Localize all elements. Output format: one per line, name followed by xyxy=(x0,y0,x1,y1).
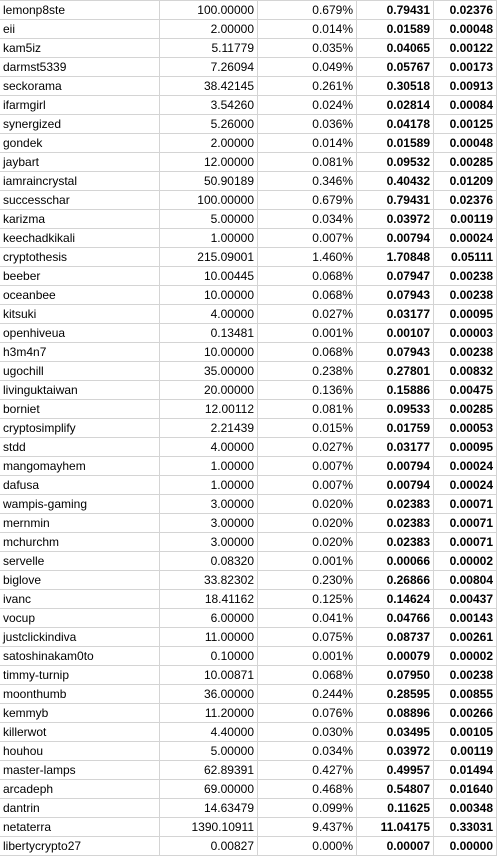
table-row xyxy=(0,362,497,381)
cell-amount[interactable]: 10.00000 xyxy=(160,286,258,305)
cell-percent[interactable]: 0.001% xyxy=(258,647,357,666)
cell-percent[interactable]: 0.068% xyxy=(258,267,357,286)
cell-value-b[interactable]: 0.00238 xyxy=(434,343,497,362)
cell-name[interactable]: dantrin xyxy=(0,799,160,818)
spreadsheet-body xyxy=(0,1,497,856)
cell-value-b[interactable]: 0.00071 xyxy=(434,533,497,552)
cell-amount[interactable]: 69.00000 xyxy=(160,780,258,799)
cell-name[interactable]: ugochill xyxy=(0,362,160,381)
cell-name[interactable]: jaybart xyxy=(0,153,160,172)
table-row xyxy=(0,742,497,761)
table-row xyxy=(0,58,497,77)
cell-value-b[interactable]: 0.00832 xyxy=(434,362,497,381)
cell-percent[interactable]: 0.075% xyxy=(258,628,357,647)
table-row xyxy=(0,495,497,514)
cell-value-a[interactable]: 0.01589 xyxy=(357,134,434,153)
cell-percent[interactable]: 0.041% xyxy=(258,609,357,628)
cell-name[interactable]: synergized xyxy=(0,115,160,134)
cell-percent[interactable]: 0.679% xyxy=(258,191,357,210)
table-row xyxy=(0,685,497,704)
cell-name[interactable]: openhiveua xyxy=(0,324,160,343)
cell-value-a[interactable]: 0.00794 xyxy=(357,476,434,495)
cell-value-b[interactable]: 0.00119 xyxy=(434,210,497,229)
cell-amount[interactable]: 50.90189 xyxy=(160,172,258,191)
table-row xyxy=(0,476,497,495)
cell-name[interactable]: killerwot xyxy=(0,723,160,742)
cell-value-a[interactable]: 0.03972 xyxy=(357,742,434,761)
cell-name[interactable]: iamraincrystal xyxy=(0,172,160,191)
cell-value-a[interactable]: 0.07950 xyxy=(357,666,434,685)
table-row xyxy=(0,229,497,248)
cell-percent[interactable]: 0.081% xyxy=(258,153,357,172)
cell-name[interactable]: cryptosimplify xyxy=(0,419,160,438)
cell-value-a[interactable]: 0.28595 xyxy=(357,685,434,704)
cell-name[interactable]: karizma xyxy=(0,210,160,229)
cell-name[interactable]: livinguktaiwan xyxy=(0,381,160,400)
cell-name[interactable]: biglove xyxy=(0,571,160,590)
cell-percent[interactable]: 0.068% xyxy=(258,666,357,685)
cell-percent[interactable]: 0.468% xyxy=(258,780,357,799)
cell-value-a[interactable]: 0.07943 xyxy=(357,286,434,305)
cell-amount[interactable]: 5.00000 xyxy=(160,210,258,229)
cell-percent[interactable]: 0.125% xyxy=(258,590,357,609)
cell-percent[interactable]: 0.020% xyxy=(258,514,357,533)
cell-amount[interactable]: 100.00000 xyxy=(160,1,258,20)
table-row xyxy=(0,780,497,799)
cell-name[interactable]: ifarmgirl xyxy=(0,96,160,115)
cell-value-a[interactable]: 0.03972 xyxy=(357,210,434,229)
cell-amount[interactable]: 10.00445 xyxy=(160,267,258,286)
cell-name[interactable]: ivanc xyxy=(0,590,160,609)
cell-percent[interactable]: 0.036% xyxy=(258,115,357,134)
cell-value-b[interactable]: 0.01209 xyxy=(434,172,497,191)
cell-value-b[interactable]: 0.00095 xyxy=(434,305,497,324)
cell-amount[interactable]: 5.11779 xyxy=(160,39,258,58)
cell-percent[interactable]: 0.001% xyxy=(258,324,357,343)
cell-value-a[interactable]: 0.00066 xyxy=(357,552,434,571)
cell-amount[interactable]: 5.26000 xyxy=(160,115,258,134)
cell-value-a[interactable]: 0.79431 xyxy=(357,1,434,20)
table-row xyxy=(0,533,497,552)
table-row xyxy=(0,552,497,571)
cell-value-a[interactable]: 0.03177 xyxy=(357,438,434,457)
cell-percent[interactable]: 0.014% xyxy=(258,134,357,153)
table-row xyxy=(0,248,497,267)
cell-percent[interactable]: 0.030% xyxy=(258,723,357,742)
cell-percent[interactable]: 0.238% xyxy=(258,362,357,381)
cell-value-a[interactable]: 0.01759 xyxy=(357,419,434,438)
cell-value-a[interactable]: 0.04065 xyxy=(357,39,434,58)
cell-value-b[interactable]: 0.00084 xyxy=(434,96,497,115)
cell-value-b[interactable]: 0.00048 xyxy=(434,20,497,39)
cell-value-a[interactable]: 0.15886 xyxy=(357,381,434,400)
cell-amount[interactable]: 18.41162 xyxy=(160,590,258,609)
cell-value-b[interactable]: 0.00105 xyxy=(434,723,497,742)
cell-name[interactable]: mernmin xyxy=(0,514,160,533)
table-row xyxy=(0,666,497,685)
cell-name[interactable]: oceanbee xyxy=(0,286,160,305)
cell-value-b[interactable]: 0.00238 xyxy=(434,267,497,286)
cell-amount[interactable]: 36.00000 xyxy=(160,685,258,704)
cell-name[interactable]: master-lamps xyxy=(0,761,160,780)
cell-value-b[interactable]: 0.01640 xyxy=(434,780,497,799)
table-row xyxy=(0,324,497,343)
cell-value-b[interactable]: 0.05111 xyxy=(434,248,497,267)
cell-value-a[interactable]: 0.02383 xyxy=(357,533,434,552)
cell-value-b[interactable]: 0.00071 xyxy=(434,495,497,514)
cell-value-b[interactable]: 0.02376 xyxy=(434,191,497,210)
cell-name[interactable]: seckorama xyxy=(0,77,160,96)
cell-value-b[interactable]: 0.00285 xyxy=(434,153,497,172)
cell-amount[interactable]: 11.00000 xyxy=(160,628,258,647)
cell-amount[interactable]: 1.00000 xyxy=(160,229,258,248)
cell-value-b[interactable]: 0.00122 xyxy=(434,39,497,58)
cell-percent[interactable]: 0.007% xyxy=(258,476,357,495)
cell-percent[interactable]: 0.136% xyxy=(258,381,357,400)
cell-value-a[interactable]: 0.08737 xyxy=(357,628,434,647)
cell-value-b[interactable]: 0.00095 xyxy=(434,438,497,457)
cell-name[interactable]: kemmyb xyxy=(0,704,160,723)
cell-value-b[interactable]: 0.00024 xyxy=(434,476,497,495)
cell-value-b[interactable]: 0.00003 xyxy=(434,324,497,343)
table-row xyxy=(0,818,497,837)
cell-value-a[interactable]: 0.04766 xyxy=(357,609,434,628)
cell-name[interactable]: borniet xyxy=(0,400,160,419)
cell-percent[interactable]: 0.081% xyxy=(258,400,357,419)
cell-value-b[interactable]: 0.00024 xyxy=(434,229,497,248)
cell-amount[interactable]: 12.00000 xyxy=(160,153,258,172)
cell-name[interactable]: beeber xyxy=(0,267,160,286)
cell-value-b[interactable]: 0.00002 xyxy=(434,647,497,666)
cell-amount[interactable]: 11.20000 xyxy=(160,704,258,723)
table-row xyxy=(0,343,497,362)
table-row xyxy=(0,647,497,666)
cell-name[interactable]: kitsuki xyxy=(0,305,160,324)
cell-amount[interactable]: 0.00827 xyxy=(160,837,258,856)
cell-name[interactable]: mangomayhem xyxy=(0,457,160,476)
cell-value-a[interactable]: 0.04178 xyxy=(357,115,434,134)
cell-value-b[interactable]: 0.00053 xyxy=(434,419,497,438)
table-row xyxy=(0,96,497,115)
cell-name[interactable]: wampis-gaming xyxy=(0,495,160,514)
cell-name[interactable]: gondek xyxy=(0,134,160,153)
cell-percent[interactable]: 0.076% xyxy=(258,704,357,723)
table-row xyxy=(0,837,497,856)
cell-amount[interactable]: 6.00000 xyxy=(160,609,258,628)
cell-value-a[interactable]: 0.00107 xyxy=(357,324,434,343)
cell-percent[interactable]: 0.034% xyxy=(258,210,357,229)
cell-amount[interactable]: 2.00000 xyxy=(160,134,258,153)
cell-amount[interactable]: 1.00000 xyxy=(160,457,258,476)
table-row xyxy=(0,115,497,134)
cell-percent[interactable]: 0.015% xyxy=(258,419,357,438)
cell-value-a[interactable]: 0.02383 xyxy=(357,514,434,533)
table-row xyxy=(0,20,497,39)
cell-value-a[interactable]: 1.70848 xyxy=(357,248,434,267)
cell-amount[interactable]: 0.13481 xyxy=(160,324,258,343)
table-row xyxy=(0,400,497,419)
table-row xyxy=(0,704,497,723)
cell-value-a[interactable]: 0.02814 xyxy=(357,96,434,115)
cell-value-a[interactable]: 0.08896 xyxy=(357,704,434,723)
cell-amount[interactable]: 38.42145 xyxy=(160,77,258,96)
cell-name[interactable]: houhou xyxy=(0,742,160,761)
cell-value-a[interactable]: 0.03495 xyxy=(357,723,434,742)
cell-value-b[interactable]: 0.00238 xyxy=(434,666,497,685)
cell-value-b[interactable]: 0.00266 xyxy=(434,704,497,723)
table-row xyxy=(0,305,497,324)
cell-value-b[interactable]: 0.02376 xyxy=(434,1,497,20)
cell-amount[interactable]: 5.00000 xyxy=(160,742,258,761)
cell-value-a[interactable]: 0.01589 xyxy=(357,20,434,39)
cell-value-a[interactable]: 0.79431 xyxy=(357,191,434,210)
table-row xyxy=(0,1,497,20)
cell-value-a[interactable]: 0.07943 xyxy=(357,343,434,362)
cell-name[interactable]: vocup xyxy=(0,609,160,628)
cell-amount[interactable]: 3.00000 xyxy=(160,495,258,514)
table-row xyxy=(0,153,497,172)
cell-percent[interactable]: 0.261% xyxy=(258,77,357,96)
cell-value-a[interactable]: 0.03177 xyxy=(357,305,434,324)
cell-value-a[interactable]: 0.02383 xyxy=(357,495,434,514)
cell-value-a[interactable]: 0.27801 xyxy=(357,362,434,381)
cell-name[interactable]: justclickindiva xyxy=(0,628,160,647)
cell-value-b[interactable]: 0.00071 xyxy=(434,514,497,533)
cell-value-a[interactable]: 0.05767 xyxy=(357,58,434,77)
cell-value-b[interactable]: 0.00855 xyxy=(434,685,497,704)
cell-percent[interactable]: 0.035% xyxy=(258,39,357,58)
cell-name[interactable]: kam5iz xyxy=(0,39,160,58)
table-row xyxy=(0,514,497,533)
table-row xyxy=(0,134,497,153)
cell-value-a[interactable]: 0.07947 xyxy=(357,267,434,286)
cell-percent[interactable]: 0.679% xyxy=(258,1,357,20)
cell-value-b[interactable]: 0.00024 xyxy=(434,457,497,476)
cell-percent[interactable]: 0.020% xyxy=(258,533,357,552)
cell-amount[interactable]: 3.00000 xyxy=(160,533,258,552)
cell-value-a[interactable]: 0.40432 xyxy=(357,172,434,191)
cell-percent[interactable]: 0.027% xyxy=(258,438,357,457)
cell-name[interactable]: mchurchm xyxy=(0,533,160,552)
cell-amount[interactable]: 62.89391 xyxy=(160,761,258,780)
cell-value-b[interactable]: 0.00348 xyxy=(434,799,497,818)
cell-amount[interactable]: 2.21439 xyxy=(160,419,258,438)
cell-amount[interactable]: 33.82302 xyxy=(160,571,258,590)
cell-value-a[interactable]: 0.14624 xyxy=(357,590,434,609)
cell-name[interactable]: stdd xyxy=(0,438,160,457)
cell-value-b[interactable]: 0.01494 xyxy=(434,761,497,780)
cell-name[interactable]: h3m4n7 xyxy=(0,343,160,362)
table-row xyxy=(0,609,497,628)
cell-percent[interactable]: 0.020% xyxy=(258,495,357,514)
cell-value-a[interactable]: 11.04175 xyxy=(357,818,434,837)
cell-value-a[interactable]: 0.54807 xyxy=(357,780,434,799)
cell-percent[interactable]: 0.230% xyxy=(258,571,357,590)
cell-amount[interactable]: 7.26094 xyxy=(160,58,258,77)
cell-value-b[interactable]: 0.00261 xyxy=(434,628,497,647)
cell-percent[interactable]: 9.437% xyxy=(258,818,357,837)
cell-percent[interactable]: 0.099% xyxy=(258,799,357,818)
cell-percent[interactable]: 0.068% xyxy=(258,343,357,362)
cell-value-a[interactable]: 0.11625 xyxy=(357,799,434,818)
cell-value-b[interactable]: 0.00804 xyxy=(434,571,497,590)
cell-value-b[interactable]: 0.33031 xyxy=(434,818,497,837)
table-row xyxy=(0,628,497,647)
cell-amount[interactable]: 14.63479 xyxy=(160,799,258,818)
cell-percent[interactable]: 0.244% xyxy=(258,685,357,704)
cell-value-b[interactable]: 0.00048 xyxy=(434,134,497,153)
table-row xyxy=(0,457,497,476)
table-row xyxy=(0,438,497,457)
cell-percent[interactable]: 1.460% xyxy=(258,248,357,267)
table-row xyxy=(0,590,497,609)
cell-name[interactable]: darmst5339 xyxy=(0,58,160,77)
cell-percent[interactable]: 0.346% xyxy=(258,172,357,191)
table-row xyxy=(0,419,497,438)
cell-amount[interactable]: 0.08320 xyxy=(160,552,258,571)
table-row xyxy=(0,761,497,780)
table-row xyxy=(0,39,497,58)
cell-name[interactable]: successchar xyxy=(0,191,160,210)
cell-value-b[interactable]: 0.00437 xyxy=(434,590,497,609)
cell-amount[interactable]: 12.00112 xyxy=(160,400,258,419)
cell-percent[interactable]: 0.427% xyxy=(258,761,357,780)
table-row xyxy=(0,286,497,305)
cell-value-a[interactable]: 0.30518 xyxy=(357,77,434,96)
table-row xyxy=(0,172,497,191)
cell-percent[interactable]: 0.014% xyxy=(258,20,357,39)
table-row xyxy=(0,77,497,96)
cell-value-a[interactable]: 0.49957 xyxy=(357,761,434,780)
cell-percent[interactable]: 0.034% xyxy=(258,742,357,761)
cell-amount[interactable]: 3.54260 xyxy=(160,96,258,115)
table-row xyxy=(0,799,497,818)
cell-value-a[interactable]: 0.00079 xyxy=(357,647,434,666)
cell-name[interactable]: moonthumb xyxy=(0,685,160,704)
cell-value-b[interactable]: 0.00119 xyxy=(434,742,497,761)
cell-percent[interactable]: 0.024% xyxy=(258,96,357,115)
cell-name[interactable]: satoshinakam0to xyxy=(0,647,160,666)
cell-amount[interactable]: 4.40000 xyxy=(160,723,258,742)
cell-percent[interactable]: 0.027% xyxy=(258,305,357,324)
table-row xyxy=(0,571,497,590)
cell-name[interactable]: cryptothesis xyxy=(0,248,160,267)
cell-value-a[interactable]: 0.09532 xyxy=(357,153,434,172)
cell-name[interactable]: eii xyxy=(0,20,160,39)
cell-value-a[interactable]: 0.00794 xyxy=(357,229,434,248)
cell-name[interactable]: dafusa xyxy=(0,476,160,495)
cell-value-b[interactable]: 0.00913 xyxy=(434,77,497,96)
cell-amount[interactable]: 20.00000 xyxy=(160,381,258,400)
cell-amount[interactable]: 35.00000 xyxy=(160,362,258,381)
cell-name[interactable]: keechadkikali xyxy=(0,229,160,248)
cell-value-b[interactable]: 0.00238 xyxy=(434,286,497,305)
cell-amount[interactable]: 1390.10911 xyxy=(160,818,258,837)
cell-name[interactable]: lemonp8ste xyxy=(0,1,160,20)
cell-percent[interactable]: 0.000% xyxy=(258,837,357,856)
cell-amount[interactable]: 215.09001 xyxy=(160,248,258,267)
cell-amount[interactable]: 2.00000 xyxy=(160,20,258,39)
cell-name[interactable]: libertycrypto27 xyxy=(0,837,160,856)
cell-amount[interactable]: 10.00871 xyxy=(160,666,258,685)
cell-name[interactable]: servelle xyxy=(0,552,160,571)
cell-amount[interactable]: 4.00000 xyxy=(160,305,258,324)
table-row xyxy=(0,267,497,286)
cell-amount[interactable]: 3.00000 xyxy=(160,514,258,533)
cell-percent[interactable]: 0.049% xyxy=(258,58,357,77)
cell-percent[interactable]: 0.007% xyxy=(258,229,357,248)
cell-amount[interactable]: 0.10000 xyxy=(160,647,258,666)
cell-amount[interactable]: 4.00000 xyxy=(160,438,258,457)
cell-percent[interactable]: 0.007% xyxy=(258,457,357,476)
cell-value-a[interactable]: 0.26866 xyxy=(357,571,434,590)
cell-value-a[interactable]: 0.09533 xyxy=(357,400,434,419)
cell-amount[interactable]: 10.00000 xyxy=(160,343,258,362)
table-row xyxy=(0,381,497,400)
cell-value-b[interactable]: 0.00000 xyxy=(434,837,497,856)
table-row xyxy=(0,191,497,210)
cell-value-b[interactable]: 0.00143 xyxy=(434,609,497,628)
cell-percent[interactable]: 0.001% xyxy=(258,552,357,571)
cell-percent[interactable]: 0.068% xyxy=(258,286,357,305)
cell-value-a[interactable]: 0.00794 xyxy=(357,457,434,476)
cell-value-b[interactable]: 0.00125 xyxy=(434,115,497,134)
cell-name[interactable]: arcadeph xyxy=(0,780,160,799)
cell-name[interactable]: netaterra xyxy=(0,818,160,837)
cell-value-b[interactable]: 0.00173 xyxy=(434,58,497,77)
cell-amount[interactable]: 100.00000 xyxy=(160,191,258,210)
cell-value-b[interactable]: 0.00285 xyxy=(434,400,497,419)
cell-value-a[interactable]: 0.00007 xyxy=(357,837,434,856)
cell-amount[interactable]: 1.00000 xyxy=(160,476,258,495)
cell-name[interactable]: timmy-turnip xyxy=(0,666,160,685)
cell-value-b[interactable]: 0.00475 xyxy=(434,381,497,400)
table-row xyxy=(0,723,497,742)
cell-value-b[interactable]: 0.00002 xyxy=(434,552,497,571)
table-row xyxy=(0,210,497,229)
